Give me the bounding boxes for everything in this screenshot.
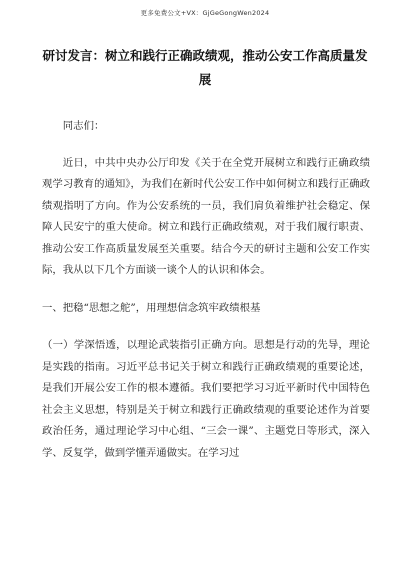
document-title: 研讨发言：树立和践行正确政绩观，推动公安工作高质量发展 — [42, 48, 368, 87]
document-body — [42, 112, 370, 464]
section-heading-1: 一、把稳“思想之舵”，用理想信念筑牢政绩根基 — [42, 301, 261, 314]
salutation: 同志们： — [62, 120, 105, 132]
paragraph-section-1-1: （一）学深悟透，以理论武装指引正确方向。思想是行动的先导，理论是实践的指南。习近平总书记关于树立和践行正确政绩观的重要论述，是我们开展公安工作的根本遵循。我们要把学习习近平新时代中国特色社会主义思想，特别是关于树立和践行正确政绩观的重要论述作为首要政治任务，通过理论学习中心组、“三会一课”、主题党日等形式，深入学、反复学，做到学懂弄通做实。在学习过 — [42, 339, 370, 459]
paragraph-intro: 近日，中共中央办公厅印发《关于在全党开展树立和践行正确政绩观学习教育的通知》，为我们在新时代公安工作中如何树立和践行正确政绩观指明了方向。作为公安系统的一员，我们肩负着维护社会稳定、保障人民安宁的重大使命。树立和践行正确政绩观，对于我们履行职责、推动公安工作高质量发展至关重要。结合今天的研讨主题和公安工作实际，我从以下几个方面谈一谈个人的认识和体会。 — [42, 156, 370, 276]
page-header-promo: 更多免费公文+VX：GjGeGongWen2024 — [140, 9, 270, 17]
